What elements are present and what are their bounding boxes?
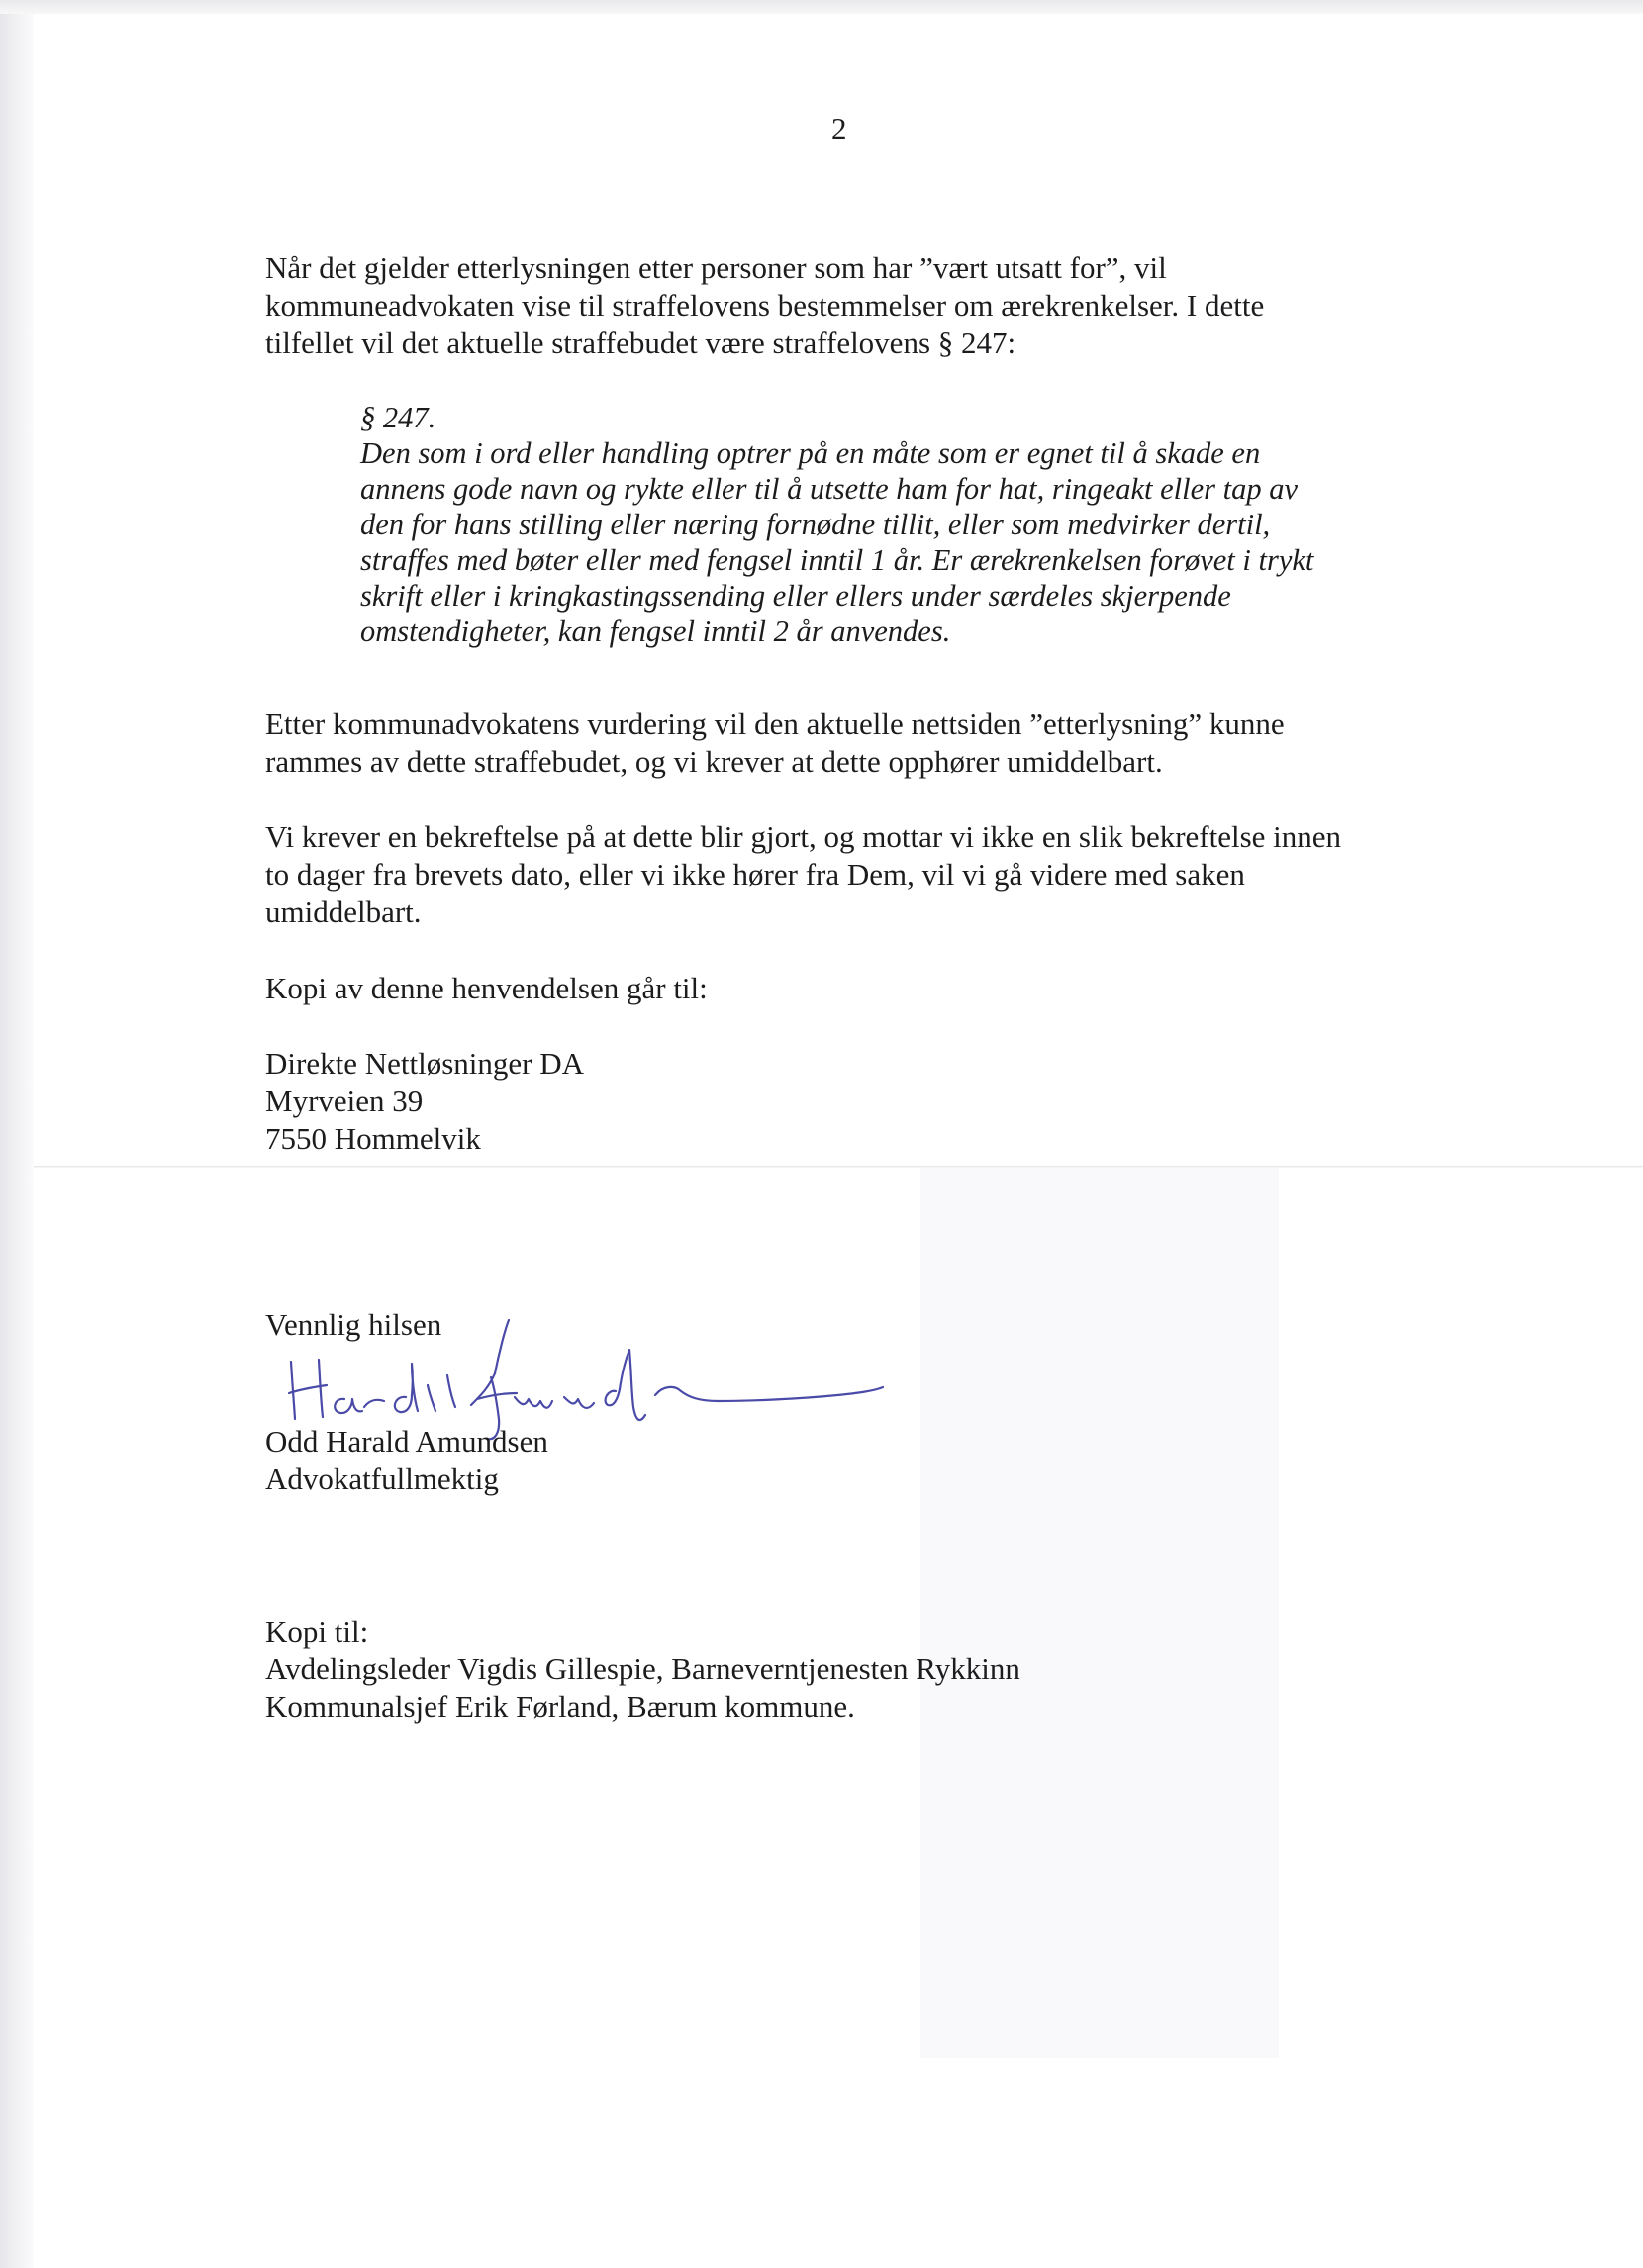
text-line: rammes av dette straffebudet, og vi krever at dette opphører umiddelbart. — [265, 744, 1163, 779]
signer-block — [265, 1423, 548, 1498]
copy-recipient: Kommunalsjef Erik Førland, Bærum kommune. — [265, 1689, 855, 1724]
signer-name: Odd Harald Amundsen — [265, 1424, 548, 1459]
paper-fold-line — [34, 1166, 1643, 1168]
paragraph-legal-basis — [265, 249, 1264, 362]
text-line: to dager fra brevets dato, eller vi ikke hører fra Dem, vil vi gå videre med saken — [265, 857, 1245, 892]
text-line: tilfellet vil det aktuelle straffebudet være straffelovens § 247: — [265, 326, 1016, 360]
statute-heading: § 247. — [360, 401, 436, 434]
statute-line: annens gode navn og rykte eller til å utsette ham for hat, ringeakt eller tap av — [360, 472, 1299, 506]
address-line: Myrveien 39 — [265, 1084, 424, 1118]
recipient-address — [265, 1045, 584, 1158]
address-line: 7550 Hommelvik — [265, 1121, 481, 1156]
address-line: Direkte Nettløsninger DA — [265, 1046, 584, 1081]
statute-line: skrift eller i kringkastingssending eller ellers under særdeles skjerpende — [360, 579, 1231, 613]
paragraph-demand — [265, 818, 1341, 931]
text-line: kommuneadvokaten vise til straffelovens bestemmelser om ærekrenkelser. I dette — [265, 288, 1265, 323]
page-number: 2 — [831, 111, 847, 145]
scan-edge-shadow — [0, 0, 34, 2268]
paragraph-assessment — [265, 706, 1285, 781]
statute-line: Den som i ord eller handling optrer på en måte som er egnet til å skade en — [360, 436, 1261, 470]
text-line: umiddelbart. — [265, 895, 422, 929]
signer-title: Advokatfullmektig — [265, 1462, 499, 1496]
text-line: Etter kommunadvokatens vurdering vil den aktuelle nettsiden ”etterlysning” kunne — [265, 707, 1285, 741]
text-line: Når det gjelder etterlysningen etter personer som har ”vært utsatt for”, vil — [265, 250, 1167, 285]
text-line: Vi krever en bekreftelse på at dette blir gjort, og mottar vi ikke en slik bekreftelse innen — [265, 819, 1342, 854]
copy-intro: Kopi av denne henvendelsen går til: — [265, 971, 708, 1005]
closing-greeting: Vennlig hilsen — [265, 1307, 442, 1342]
statute-line: den for hans stilling eller næring fornødne tillit, eller som medvirker dertil, — [360, 508, 1271, 541]
statute-quote — [360, 400, 1313, 649]
copy-recipient: Avdelingsleder Vigdis Gillespie, Barneverntjenesten Rykkinn — [265, 1652, 1020, 1686]
statute-line: straffes med bøter eller med fengsel inntil 1 år. Er ærekrenkelsen forøvet i trykt — [360, 543, 1314, 577]
statute-line: omstendigheter, kan fengsel inntil 2 år anvendes. — [360, 614, 951, 648]
copy-to-label: Kopi til: — [265, 1614, 369, 1649]
scan-top-shadow — [0, 0, 1643, 14]
copy-to-block — [265, 1613, 1020, 1726]
